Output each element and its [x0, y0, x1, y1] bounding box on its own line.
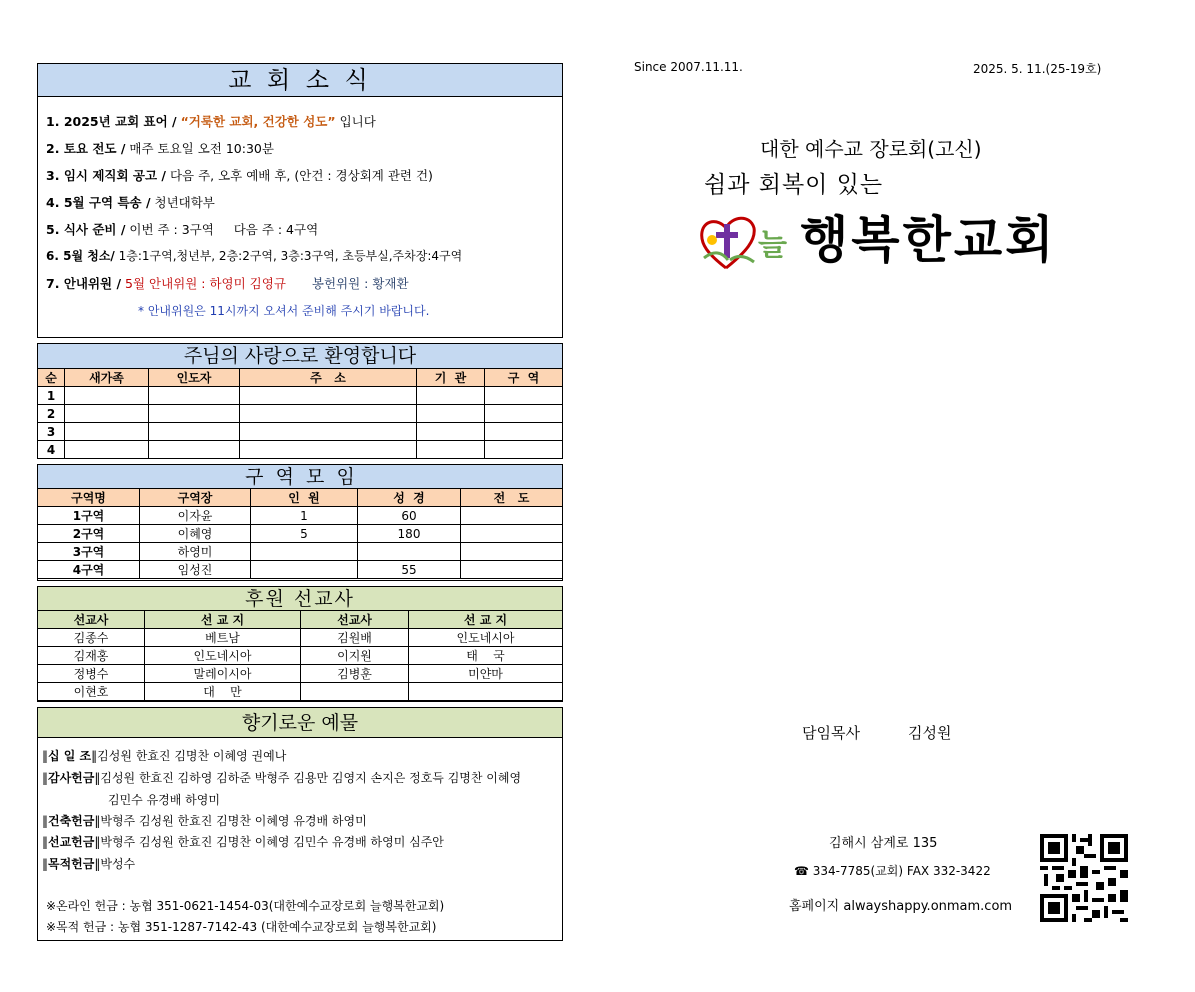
cell: 인도네시아 [409, 629, 563, 647]
cell [461, 507, 563, 525]
church-phone: ☎ 334-7785(교회) FAX 332-3422 [794, 864, 991, 878]
table-row [38, 507, 563, 525]
cell: 인도네시아 [145, 647, 301, 665]
cell: 55 [358, 561, 461, 579]
cell: 5 [251, 525, 358, 543]
cell: 임성진 [140, 561, 251, 579]
missionary-title: 후원 선교사 [38, 587, 562, 611]
col-header: 선교사 [38, 611, 145, 629]
cell [485, 405, 563, 423]
offering-thanks-cont: 김민수 유경배 하영미 [108, 793, 220, 807]
col-header: 성 경 [358, 489, 461, 507]
cell: 이혜영 [140, 525, 251, 543]
purpose-account: ※목적 헌금 : 농협 351-1287-7142-43 (대한예수교장로회 늘행복한교회) [46, 920, 437, 934]
church-address: 김해시 삼계로 135 [829, 836, 938, 851]
offering-title: 향기로운 예물 [38, 708, 562, 738]
cell [417, 387, 485, 405]
table-row [38, 629, 563, 647]
offering-committee: 봉헌위원 : 황재환 [311, 276, 409, 291]
offering-tithe: ‖십 일 조‖김성원 한효진 김명찬 이혜영 권예나 [42, 749, 287, 763]
missionary-section [37, 586, 563, 702]
cell [417, 441, 485, 459]
col-header: 인도자 [149, 369, 240, 387]
table-row [38, 423, 563, 441]
cell: 김원배 [301, 629, 409, 647]
col-header: 선 교 지 [409, 611, 563, 629]
district-name: 4구역 [38, 561, 140, 579]
row-number: 2 [38, 405, 65, 423]
district-table [37, 488, 563, 579]
cell: 대 만 [145, 683, 301, 701]
cell [409, 683, 563, 701]
row-number: 1 [38, 387, 65, 405]
cell: 이현호 [38, 683, 145, 701]
cell [240, 387, 417, 405]
church-news-section [37, 63, 563, 338]
cell [65, 405, 149, 423]
col-header: 주 소 [240, 369, 417, 387]
cell: 이지원 [301, 647, 409, 665]
church-logo [698, 210, 798, 272]
cell: 180 [358, 525, 461, 543]
offering-mission: ‖선교헌금‖박형주 김성원 한효진 김명찬 이혜영 김민수 유경배 하영미 심주안 [42, 835, 444, 849]
cell [251, 543, 358, 561]
cell [417, 423, 485, 441]
qr-code[interactable] [1040, 834, 1128, 922]
church-homepage: 홈페이지 alwayshappy.onmam.com [789, 899, 1013, 914]
col-header: 기 관 [417, 369, 485, 387]
district-header-row [38, 489, 563, 507]
table-row [38, 525, 563, 543]
news-item-4: 4. 5월 구역 특송 / 청년대학부 [46, 195, 215, 210]
cell [461, 561, 563, 579]
row-number: 3 [38, 423, 65, 441]
news-item-7: 7. 안내위원 / 5월 안내위원 : 하영미 김영규 봉헌위원 : 황재환 [46, 276, 409, 291]
col-header: 구역명 [38, 489, 140, 507]
district-name: 1구역 [38, 507, 140, 525]
offering-building: ‖건축헌금‖박형주 김성원 한효진 김명찬 이혜영 유경배 하영미 [42, 814, 367, 828]
missionary-header-row [38, 611, 563, 629]
district-name: 2구역 [38, 525, 140, 543]
denomination: 대한 예수교 장로회(고신) [760, 137, 982, 161]
row-number: 4 [38, 441, 65, 459]
pastor-label: 담임목사 [802, 724, 860, 742]
col-header: 선교사 [301, 611, 409, 629]
heart-cross-icon [698, 210, 758, 272]
qr-code-icon [1040, 834, 1128, 922]
col-header: 구 역 [485, 369, 563, 387]
cell [301, 683, 409, 701]
welcome-table [37, 368, 563, 459]
cell: 김병훈 [301, 665, 409, 683]
cell [461, 543, 563, 561]
col-header: 구역장 [140, 489, 251, 507]
cell [358, 543, 461, 561]
bulletin-date: 2025. 5. 11.(25-19호) [973, 62, 1102, 76]
welcome-header-row [38, 369, 563, 387]
table-row [38, 665, 563, 683]
online-account: ※온라인 헌금 : 농협 351-0621-1454-03(대한예수교장로회 늘행복한교회) [46, 899, 445, 913]
cell [485, 441, 563, 459]
cell [149, 441, 240, 459]
cell [65, 387, 149, 405]
table-row [38, 387, 563, 405]
cell [240, 441, 417, 459]
cell: 김재홍 [38, 647, 145, 665]
cell [65, 441, 149, 459]
col-header: 새가족 [65, 369, 149, 387]
missionary-table [37, 610, 563, 701]
cell [485, 423, 563, 441]
table-row [38, 543, 563, 561]
cell [149, 405, 240, 423]
cell [149, 387, 240, 405]
col-header: 전 도 [461, 489, 563, 507]
logo-small-text: 늘 [758, 228, 787, 263]
cell [149, 423, 240, 441]
guide-committee: 5월 안내위원 : 하영미 김영규 [125, 276, 286, 291]
news-item-6: 6. 5월 청소/ 1층:1구역,청년부, 2층:2구역, 3층:3구역, 초등부실,주차장:4구역 [46, 249, 463, 263]
offering-section [37, 707, 563, 941]
offering-thanks: ‖감사헌금‖김성원 한효진 김하영 김하준 박형주 김용만 김영지 손지은 정호득 김명찬 이혜영 [42, 771, 522, 785]
table-row [38, 561, 563, 579]
table-row [38, 405, 563, 423]
welcome-title: 주님의 사랑으로 환영합니다 [38, 344, 562, 369]
col-header: 선 교 지 [145, 611, 301, 629]
cell: 미얀마 [409, 665, 563, 683]
church-name: 행복한교회 [800, 211, 1057, 269]
cell: 하영미 [140, 543, 251, 561]
cell: 태 국 [409, 647, 563, 665]
cell: 1 [251, 507, 358, 525]
table-row [38, 441, 563, 459]
cell [240, 423, 417, 441]
offering-purpose: ‖목적헌금‖박성수 [42, 857, 136, 871]
table-row [38, 683, 563, 701]
tagline: 쉼과 회복이 있는 [704, 172, 884, 198]
district-name: 3구역 [38, 543, 140, 561]
table-row [38, 647, 563, 665]
news-item-3: 3. 임시 제직회 공고 / 다음 주, 오후 예배 후, (안건 : 경상회계 관련 건) [46, 168, 433, 183]
welcome-section [37, 343, 563, 459]
district-title: 구 역 모 임 [38, 465, 562, 489]
cell: 60 [358, 507, 461, 525]
col-header: 인 원 [251, 489, 358, 507]
cell: 이자윤 [140, 507, 251, 525]
col-header: 순 [38, 369, 65, 387]
news-item-5: 5. 식사 준비 / 이번 주 : 3구역 다음 주 : 4구역 [46, 222, 319, 237]
guide-note: * 안내위원은 11시까지 오셔서 준비해 주시기 바랍니다. [138, 304, 430, 318]
district-section [37, 464, 563, 581]
cell [240, 405, 417, 423]
cell: 김종수 [38, 629, 145, 647]
cell [461, 525, 563, 543]
cell [251, 561, 358, 579]
cell: 말레이시아 [145, 665, 301, 683]
cell: 베트남 [145, 629, 301, 647]
news-item-1: 1. 2025년 교회 표어 / “거룩한 교회, 건강한 성도” 입니다 [46, 114, 376, 129]
cell [65, 423, 149, 441]
news-item-2: 2. 토요 전도 / 매주 토요일 오전 10:30분 [46, 141, 274, 156]
cell [417, 405, 485, 423]
pastor-name: 김성원 [908, 724, 952, 742]
cell: 정병수 [38, 665, 145, 683]
cell [485, 387, 563, 405]
church-news-title: 교 회 소 식 [38, 64, 562, 97]
since-date: Since 2007.11.11. [634, 60, 743, 74]
